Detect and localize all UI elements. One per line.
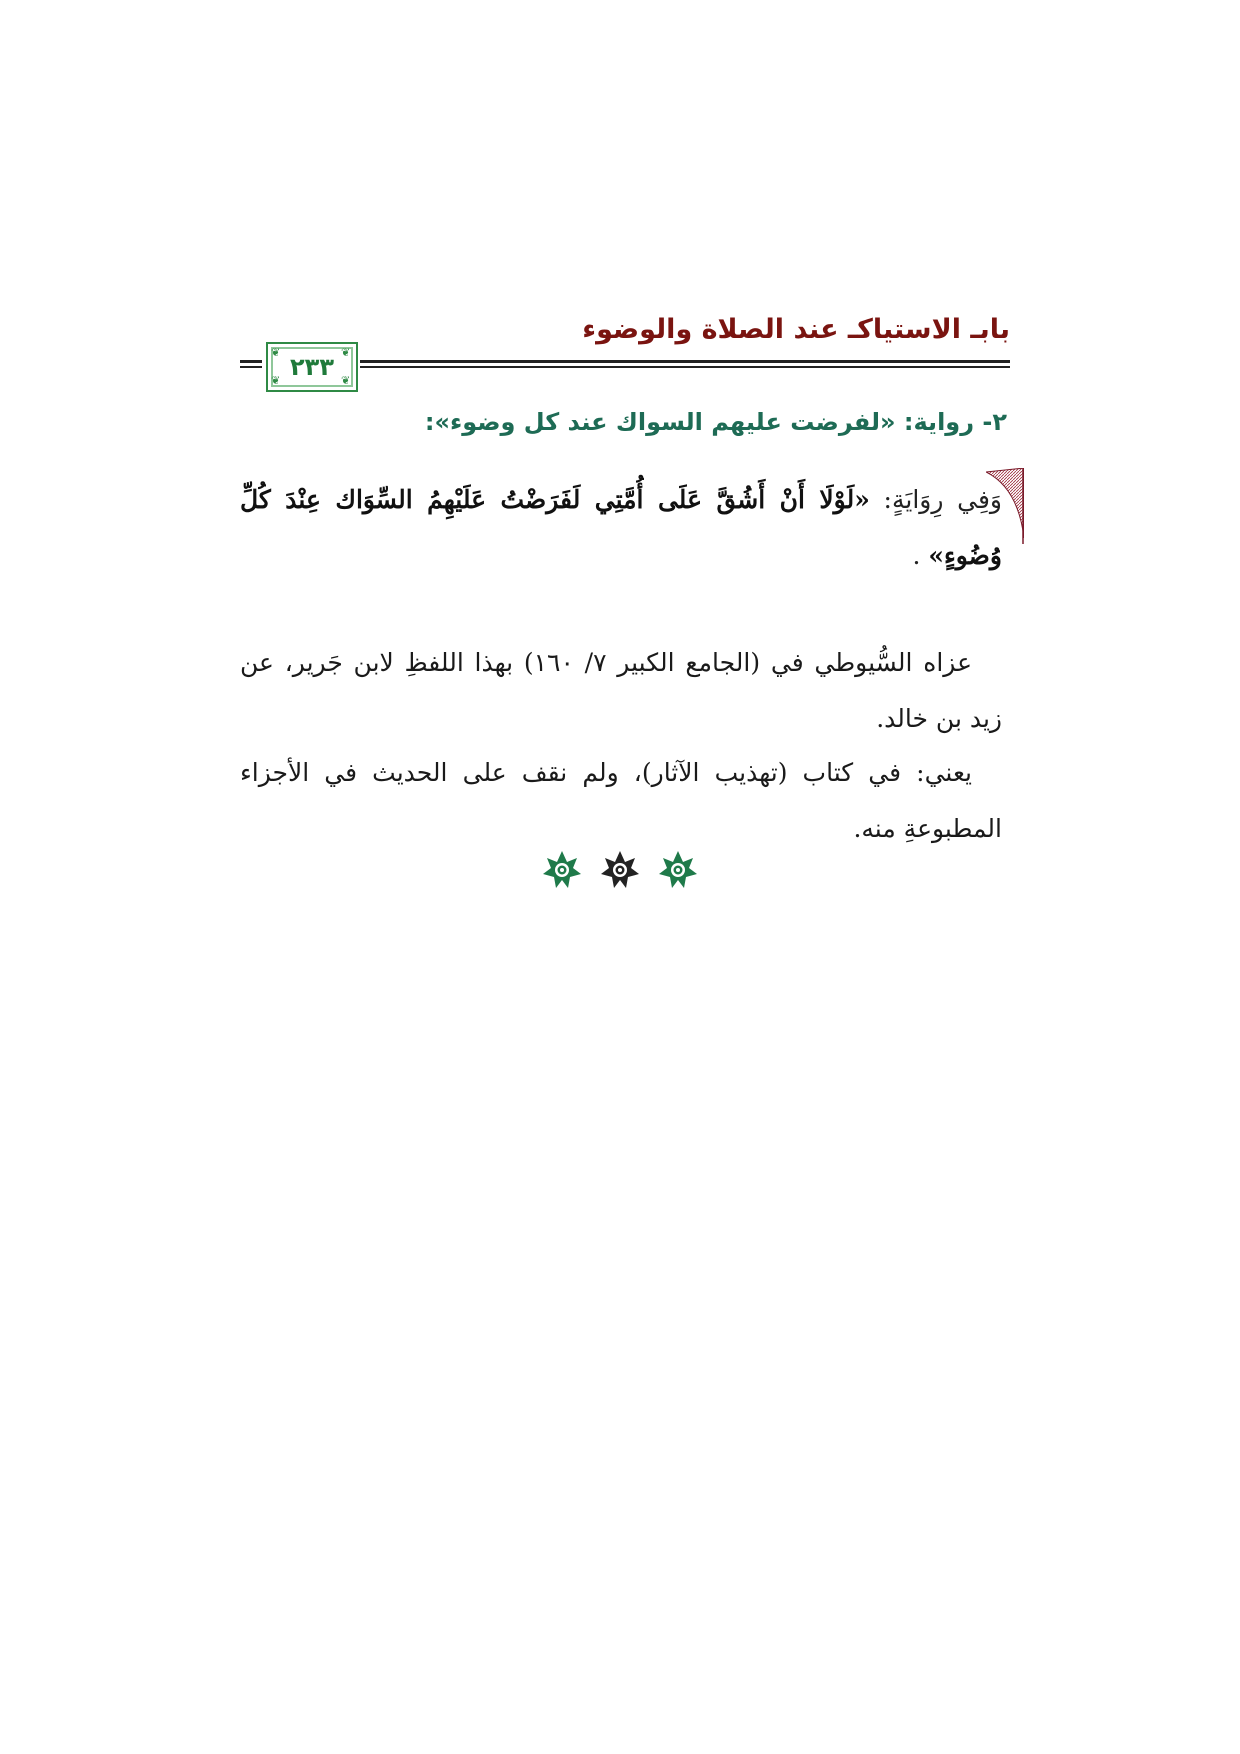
section-end-ornaments (0, 850, 1240, 910)
commentary-paragraph: عزاه السُّيوطي في (الجامع الكبير ٧/ ١٦٠) بهذا اللفظِ لابن جَرير، عن زيد بن خالد. (240, 648, 1002, 733)
hadith-end-mark: . (912, 541, 929, 570)
page-header (240, 300, 1010, 390)
quote-corner-icon (986, 468, 1024, 544)
frame-corner-icon: ❦ (341, 374, 351, 387)
hadith-quote-block (240, 472, 1002, 584)
page-number: ٢٣٣ (290, 353, 334, 381)
header-rule-left (240, 360, 262, 368)
section-heading: ٢- رواية: «لفرضت عليهم السواك عند كل وضوء»: (424, 408, 1007, 436)
star-ornament-icon (600, 850, 640, 890)
frame-corner-icon: ❦ (271, 346, 281, 359)
star-ornament-icon (658, 850, 698, 890)
frame-corner-icon: ❦ (341, 346, 351, 359)
header-rule-right (360, 360, 1010, 368)
star-ornament-icon (542, 850, 582, 890)
chapter-title: بابـ الاستياكـ عند الصلاة والوضوء (582, 314, 1010, 345)
commentary-paragraph: يعني: في كتاب (تهذيب الآثار)، ولم نقف على الحديث في الأجزاء المطبوعةِ منه. (240, 758, 1002, 843)
hadith-intro: وَفِي رِوَايَةٍ: (869, 485, 1002, 514)
page-number-frame (266, 342, 358, 392)
hadith-text: «لَوْلَا أَنْ أَشُقَّ عَلَى أُمَّتِي لَفَرَضْتُ عَلَيْهِمُ السِّوَاك عِنْدَ كُلِّ وُضُوءٍ» (240, 485, 1002, 570)
frame-corner-icon: ❦ (271, 374, 281, 387)
